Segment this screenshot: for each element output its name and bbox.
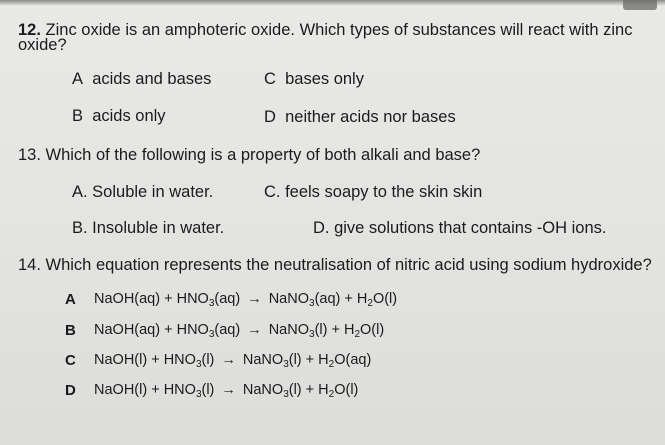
option-text: neither acids nor bases	[285, 108, 456, 126]
reaction-arrow: →	[221, 382, 236, 398]
corner-mark	[623, 0, 657, 10]
q14-option-c[interactable]	[94, 352, 371, 370]
reaction-arrow: →	[247, 322, 262, 338]
plus-sign: +	[151, 352, 160, 368]
q12-option-c[interactable]	[264, 70, 364, 89]
q12-option-a[interactable]	[72, 70, 211, 89]
product-2: $H_2O(l)$	[356, 291, 398, 309]
q14-question: 14. Which equation represents the neutralisation of nitric acid using sodium hydroxide?	[18, 256, 652, 274]
reaction-arrow: →	[221, 352, 236, 368]
q12-option-d[interactable]	[264, 108, 456, 127]
reactant-1: NaOH(l)	[94, 382, 148, 398]
plus-sign: +	[344, 291, 353, 307]
product-2: $H_2O(l)$	[318, 382, 359, 400]
q12-line-2: oxide?	[18, 36, 67, 54]
q12-line-1	[18, 21, 632, 40]
product-1: NaNO$_3$(l)	[268, 322, 328, 340]
q13-option-b[interactable]: B. Insoluble in water.	[72, 219, 225, 237]
option-letter: D	[264, 108, 276, 126]
option-letter: A	[72, 70, 84, 88]
q14-letter-d: D	[65, 382, 76, 399]
plus-sign: +	[305, 382, 315, 398]
plus-sign: +	[151, 382, 160, 398]
reactant-2: $HNO_3(l)$	[163, 382, 215, 400]
q13-option-a[interactable]: A. Soluble in water.	[72, 183, 214, 201]
q14-letter-c: C	[65, 352, 76, 369]
plus-sign: +	[331, 322, 340, 338]
q12-option-b[interactable]	[72, 107, 166, 126]
option-letter: B	[72, 107, 84, 125]
q13-question: 13. Which of the following is a property of both alkali and base?	[18, 146, 481, 164]
option-text: acids and bases	[92, 70, 212, 88]
q14-option-a[interactable]	[94, 291, 397, 309]
reactant-1: NaOH(aq)	[94, 291, 161, 307]
product-1: NaNO$_3$(aq)	[268, 291, 341, 309]
reactant-2: $HNO_3(l)$	[163, 352, 215, 370]
q13-option-d[interactable]: D. give solutions that contains -OH ions.	[313, 219, 607, 237]
plus-sign: +	[164, 322, 173, 338]
page-edge-shadow	[0, 0, 665, 6]
q13-option-c[interactable]: C. feels soapy to the skin skin	[264, 183, 483, 201]
q14-letter-b: B	[65, 322, 76, 339]
product-2: $H_2O(l)$	[343, 322, 385, 340]
q14-option-b[interactable]	[94, 322, 384, 340]
product-2: $H_2O(aq)$	[318, 352, 372, 370]
q12-text: Zinc oxide is an amphoteric oxide. Which types of substances will react with zinc	[45, 21, 633, 39]
q14-letter-a: A	[65, 291, 76, 308]
option-text: bases only	[285, 70, 364, 88]
reaction-arrow: →	[247, 291, 262, 307]
reactant-1: NaOH(l)	[94, 352, 148, 368]
q14-option-d[interactable]	[94, 382, 358, 400]
reactant-2: $HNO_3(aq)$	[176, 291, 241, 309]
reactant-1: NaOH(aq)	[94, 322, 161, 338]
plus-sign: +	[305, 352, 315, 368]
product-1: NaNO$_3$(l)	[242, 382, 302, 400]
option-text: acids only	[92, 107, 166, 125]
product-1: NaNO$_3$(l)	[242, 352, 302, 370]
option-letter: C	[264, 70, 276, 88]
reactant-2: $HNO_3(aq)$	[176, 322, 241, 340]
q12-number: 12.	[18, 21, 41, 39]
plus-sign: +	[164, 291, 173, 307]
